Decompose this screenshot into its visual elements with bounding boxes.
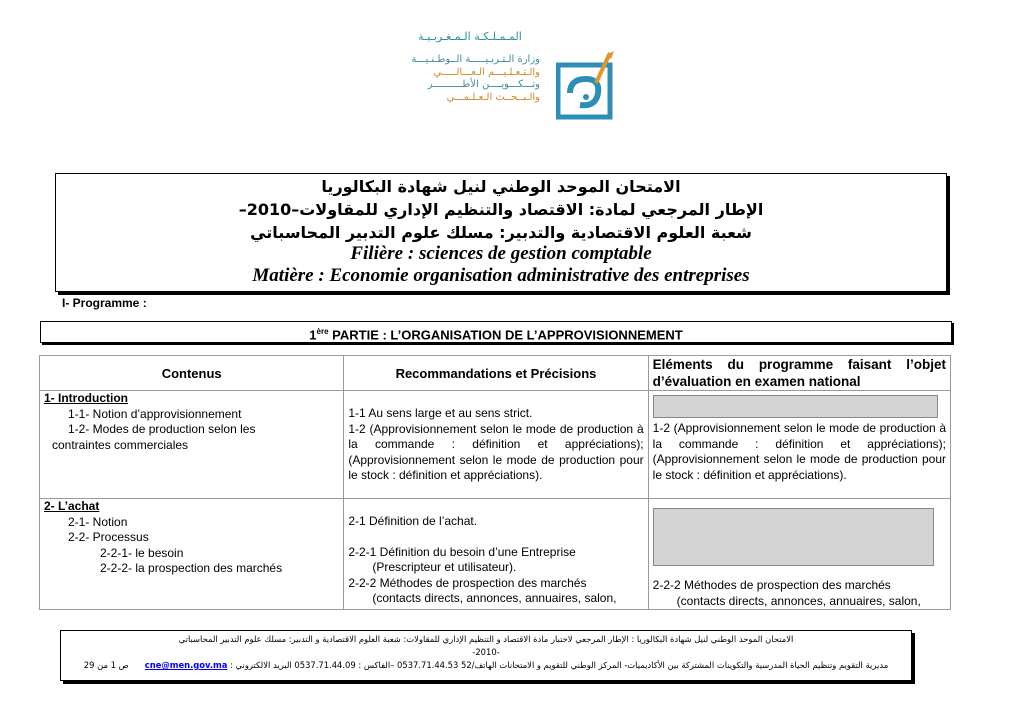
cell-contenus — [40, 391, 344, 499]
content-item: 2-1- Notion — [68, 514, 128, 529]
header-contenus: Contenus — [40, 356, 344, 391]
ministry-line: والـبــحــث الـعـلـمـــي — [446, 91, 540, 103]
content-item: 1-1- Notion d’approvisionnement — [68, 406, 242, 421]
footer-line1: الامتحان الموحد الوطني لنيل شهادة البكالوريا : الإطار المرجعي لاختبار مادة الاقتصاد و التنظيم الإداري للمقاولات: شعبة العلوم الاقتصادية و التدبير: مسلك علوم التدبير المحاسباتي — [178, 634, 794, 644]
page-number: ص 1 من 29 — [83, 660, 129, 670]
ministry-logo — [556, 49, 616, 121]
table-row — [40, 391, 951, 499]
ministry-line: والـتـعـلـيـــم الـعـــالـــــي — [433, 66, 540, 78]
reco-item: 2-1 Définition de l’achat. — [348, 514, 478, 528]
content-item: 1-2- Modes de production selon les — [68, 422, 256, 436]
reco-item: (Prescripteur et utilisateur). — [372, 560, 517, 574]
page-footer — [60, 630, 912, 681]
part-sup: ère — [316, 327, 329, 336]
part-title: PARTIE : L’ORGANISATION DE L’APPROVISIONNEMENT — [328, 327, 683, 343]
content-item: 2-2-2- la prospection des marchés — [100, 561, 283, 575]
cell-contenus — [40, 499, 344, 610]
content-item: 2-2-1- le besoin — [100, 545, 184, 560]
content-item: contraintes commerciales — [52, 437, 189, 452]
table-row — [40, 499, 951, 610]
programme-table — [39, 355, 951, 610]
title-arabic-line3: شعبة العلوم الاقتصادية والتدبير: مسلك علوم التدبير المحاسباتي — [250, 223, 752, 242]
title-box — [55, 173, 947, 292]
table-header-row — [40, 356, 951, 391]
title-matiere: Matière : Economie organisation administrative des entreprises — [252, 265, 750, 286]
reco-item: (contacts directs, annonces, annuaires, salon, — [372, 591, 617, 605]
grey-box — [653, 508, 934, 566]
cell-elements — [648, 391, 950, 499]
title-arabic-line1: الامتحان الموحد الوطني لنيل شهادة البكالوريا — [321, 177, 681, 196]
content-item: 2-2- Processus — [68, 530, 149, 544]
reco-item: 2-2-2 Méthodes de prospection des marchés — [348, 575, 587, 590]
kingdom-label: المـمـلـكـة الـمـغـربـيـة — [418, 30, 522, 43]
title-arabic-line2: الإطار المرجعي لمادة: الاقتصاد والتنظيم الإداري للمقاولات–2010– — [238, 200, 764, 219]
reco-item: 1-1 Au sens large et au sens strict. — [348, 406, 533, 420]
part-number: 1 — [309, 327, 317, 343]
footer-line3 — [61, 659, 911, 672]
header-recommandations: Recommandations et Précisions — [344, 356, 648, 391]
element-item: 1-2 (Approvisionnement selon le mode de production à la commande : définition et appréciations);(Approvisionnement selon le mode de production pour le stock : définition et appréciations). — [652, 421, 946, 482]
cell-elements — [648, 499, 950, 610]
footer-line2: -2010- — [472, 647, 500, 657]
reco-item: 2-2-1 Définition du besoin d’une Entreprise — [348, 544, 576, 559]
grey-box — [653, 395, 938, 418]
title-filiere: Filière : sciences de gestion comptable — [350, 243, 652, 264]
cell-recommandations — [344, 499, 648, 610]
element-item: 2-2-2 Méthodes de prospection des marchés — [652, 578, 891, 592]
section-title: 1- Introduction — [44, 391, 128, 405]
element-item: (contacts directs, annonces, annuaires, salon, — [676, 593, 921, 608]
cell-recommandations — [344, 391, 648, 499]
footer-email-link[interactable]: cne@men.gov.ma — [144, 660, 228, 670]
header-elements: Eléments du programme faisant l’objet d’évaluation en examen national — [648, 356, 950, 391]
ministry-line: وتـــكـــويــــن الأطــــــــــر — [427, 79, 540, 90]
footer-contact: مديرية التقويم وتنظيم الحياة المدرسية والتكوينات المشتركة بين الأكاديميات- المركز الوطني للتقويم و الامتحانات الهاتف/52 0537.71.44.53 –الفاكس : 0537.71.44.09 البريد الالكتروني : — [230, 660, 889, 670]
reco-item: 1-2 (Approvisionnement selon le mode de production à la commande : définition et appréciations);(Approvisionnement selon le mode de production pour le stock : définition et appréciations). — [348, 421, 644, 482]
ministry-line: وزارة الـتـربـيـــــة الــوطـنـيـــة — [411, 54, 540, 65]
programme-label: I- Programme : — [62, 296, 147, 310]
ministry-name — [368, 54, 540, 104]
part-heading — [40, 321, 952, 343]
section-title: 2- L’achat — [44, 499, 100, 513]
